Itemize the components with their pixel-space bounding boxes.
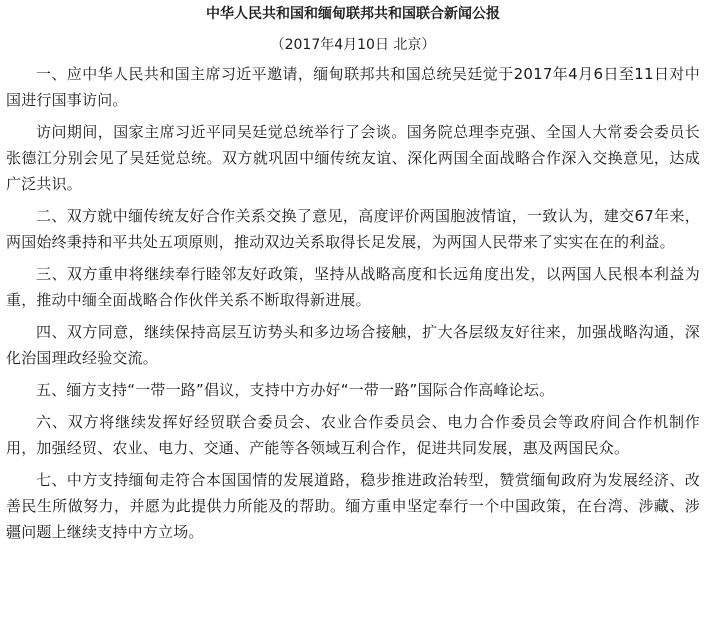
paragraph-3: 二、双方就中缅传统友好合作关系交换了意见，高度评价两国胞波情谊，一致认为，建交67年来，两国始终秉持和平共处五项原则，推动双边关系取得长足发展，为两国人民带来了实实在在的利益。 [6, 207, 700, 251]
paragraph-2: 访问期间，国家主席习近平同吴廷觉总统举行了会谈。国务院总理李克强、全国人大常委会委员长张德江分别会见了吴廷觉总统。双方就巩固中缅传统友谊、深化两国全面战略合作深入交换意见，达成广泛共识。 [6, 123, 700, 193]
paragraph-4: 三、双方重申将继续奉行睦邻友好政策，坚持从战略高度和长远角度出发，以两国人民根本利益为重，推动中缅全面战略合作伙伴关系不断取得新进展。 [6, 265, 700, 309]
paragraph-1: 一、应中华人民共和国主席习近平邀请，缅甸联邦共和国总统吴廷觉于2017年4月6日至11日对中国进行国事访问。 [6, 65, 700, 109]
document-title: 中华人民共和国和缅甸联邦共和国联合新闻公报 [206, 6, 500, 22]
dateline: （2017年4月10日 北京） [270, 37, 436, 53]
paragraph-7: 六、双方将继续发挥好经贸联合委员会、农业合作委员会、电力合作委员会等政府间合作机制作用，加强经贸、农业、电力、交通、产能等各领域互利合作，促进共同发展，惠及两国民众。 [6, 413, 700, 457]
paragraph-5: 四、双方同意，继续保持高层互访势头和多边场合接触，扩大各层级友好往来，加强战略沟通，深化治国理政经验交流。 [6, 323, 700, 367]
paragraph-6: 五、缅方支持“一带一路”倡议，支持中方办好“一带一路”国际合作高峰论坛。 [36, 381, 555, 399]
paragraph-8: 七、中方支持缅甸走符合本国国情的发展道路，稳步推进政治转型，赞赏缅甸政府为发展经济、改善民生所做努力，并愿为此提供力所能及的帮助。缅方重申坚定奉行一个中国政策，在台湾、涉藏、涉疆问题上继续支持中方立场。 [6, 471, 700, 541]
